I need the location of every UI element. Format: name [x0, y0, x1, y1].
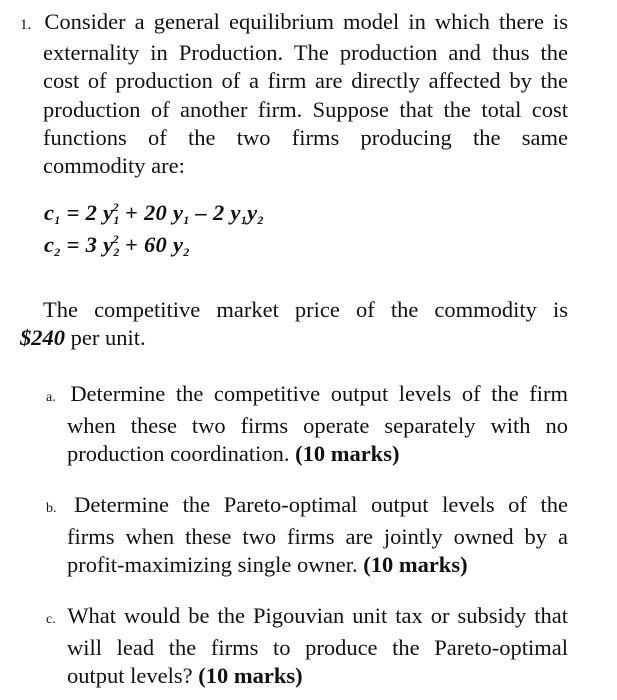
market-price-text: [20, 296, 568, 352]
part-c-letter: c.: [46, 612, 56, 627]
cost-function-firm-1: $c_1 = 2$ $y_1^2 + 20$ $y_1 - 2$ $y_1y_2$: [44, 200, 264, 227]
price-line-1: The competitive market price of the commodity is: [43, 297, 568, 322]
part-a: a. Determine the competitive output levels of the firm when these two firms operate separately with no production coordination. (10 marks): [46, 381, 568, 467]
question-line-5: functions of the two firms producing the same: [43, 124, 568, 150]
part-a-letter: a.: [46, 390, 56, 405]
part-c-marks: (10 marks): [198, 663, 303, 689]
cost-function-firm-2: $c_2 = 3$ $y_2^2 + 60$ $y_2$: [44, 232, 190, 259]
question-line-4: production of another firm. Suppose that the total cost: [43, 96, 568, 122]
question-line-1: 1. Consider a general equilibrium model in which there is: [20, 9, 569, 34]
part-b: b. Determine the Pareto-optimal output levels of the firms when these two firms are jointly owned by a profit-maximizing single owner. (10 marks): [46, 492, 569, 578]
question-line-2: externality in Production. The production and thus the: [43, 40, 568, 66]
part-a-marks: (10 marks): [295, 441, 400, 467]
question-number: 1.: [20, 17, 32, 33]
price-amount: $240: [20, 325, 65, 351]
question-line-6: commodity are:: [43, 153, 185, 179]
question-line-3: cost of production of a firm are directly affected by the: [43, 68, 568, 94]
part-c: c. What would be the Pigouvian unit tax or subsidy that will lead the firms to produce the Pareto-optimal output levels? (10 marks): [46, 603, 568, 689]
part-b-letter: b.: [46, 501, 57, 516]
part-b-marks: (10 marks): [363, 552, 468, 578]
question-paragraph: [20, 8, 568, 180]
price-line-2: $240 per unit.: [20, 325, 146, 351]
question-text: [20, 8, 568, 180]
